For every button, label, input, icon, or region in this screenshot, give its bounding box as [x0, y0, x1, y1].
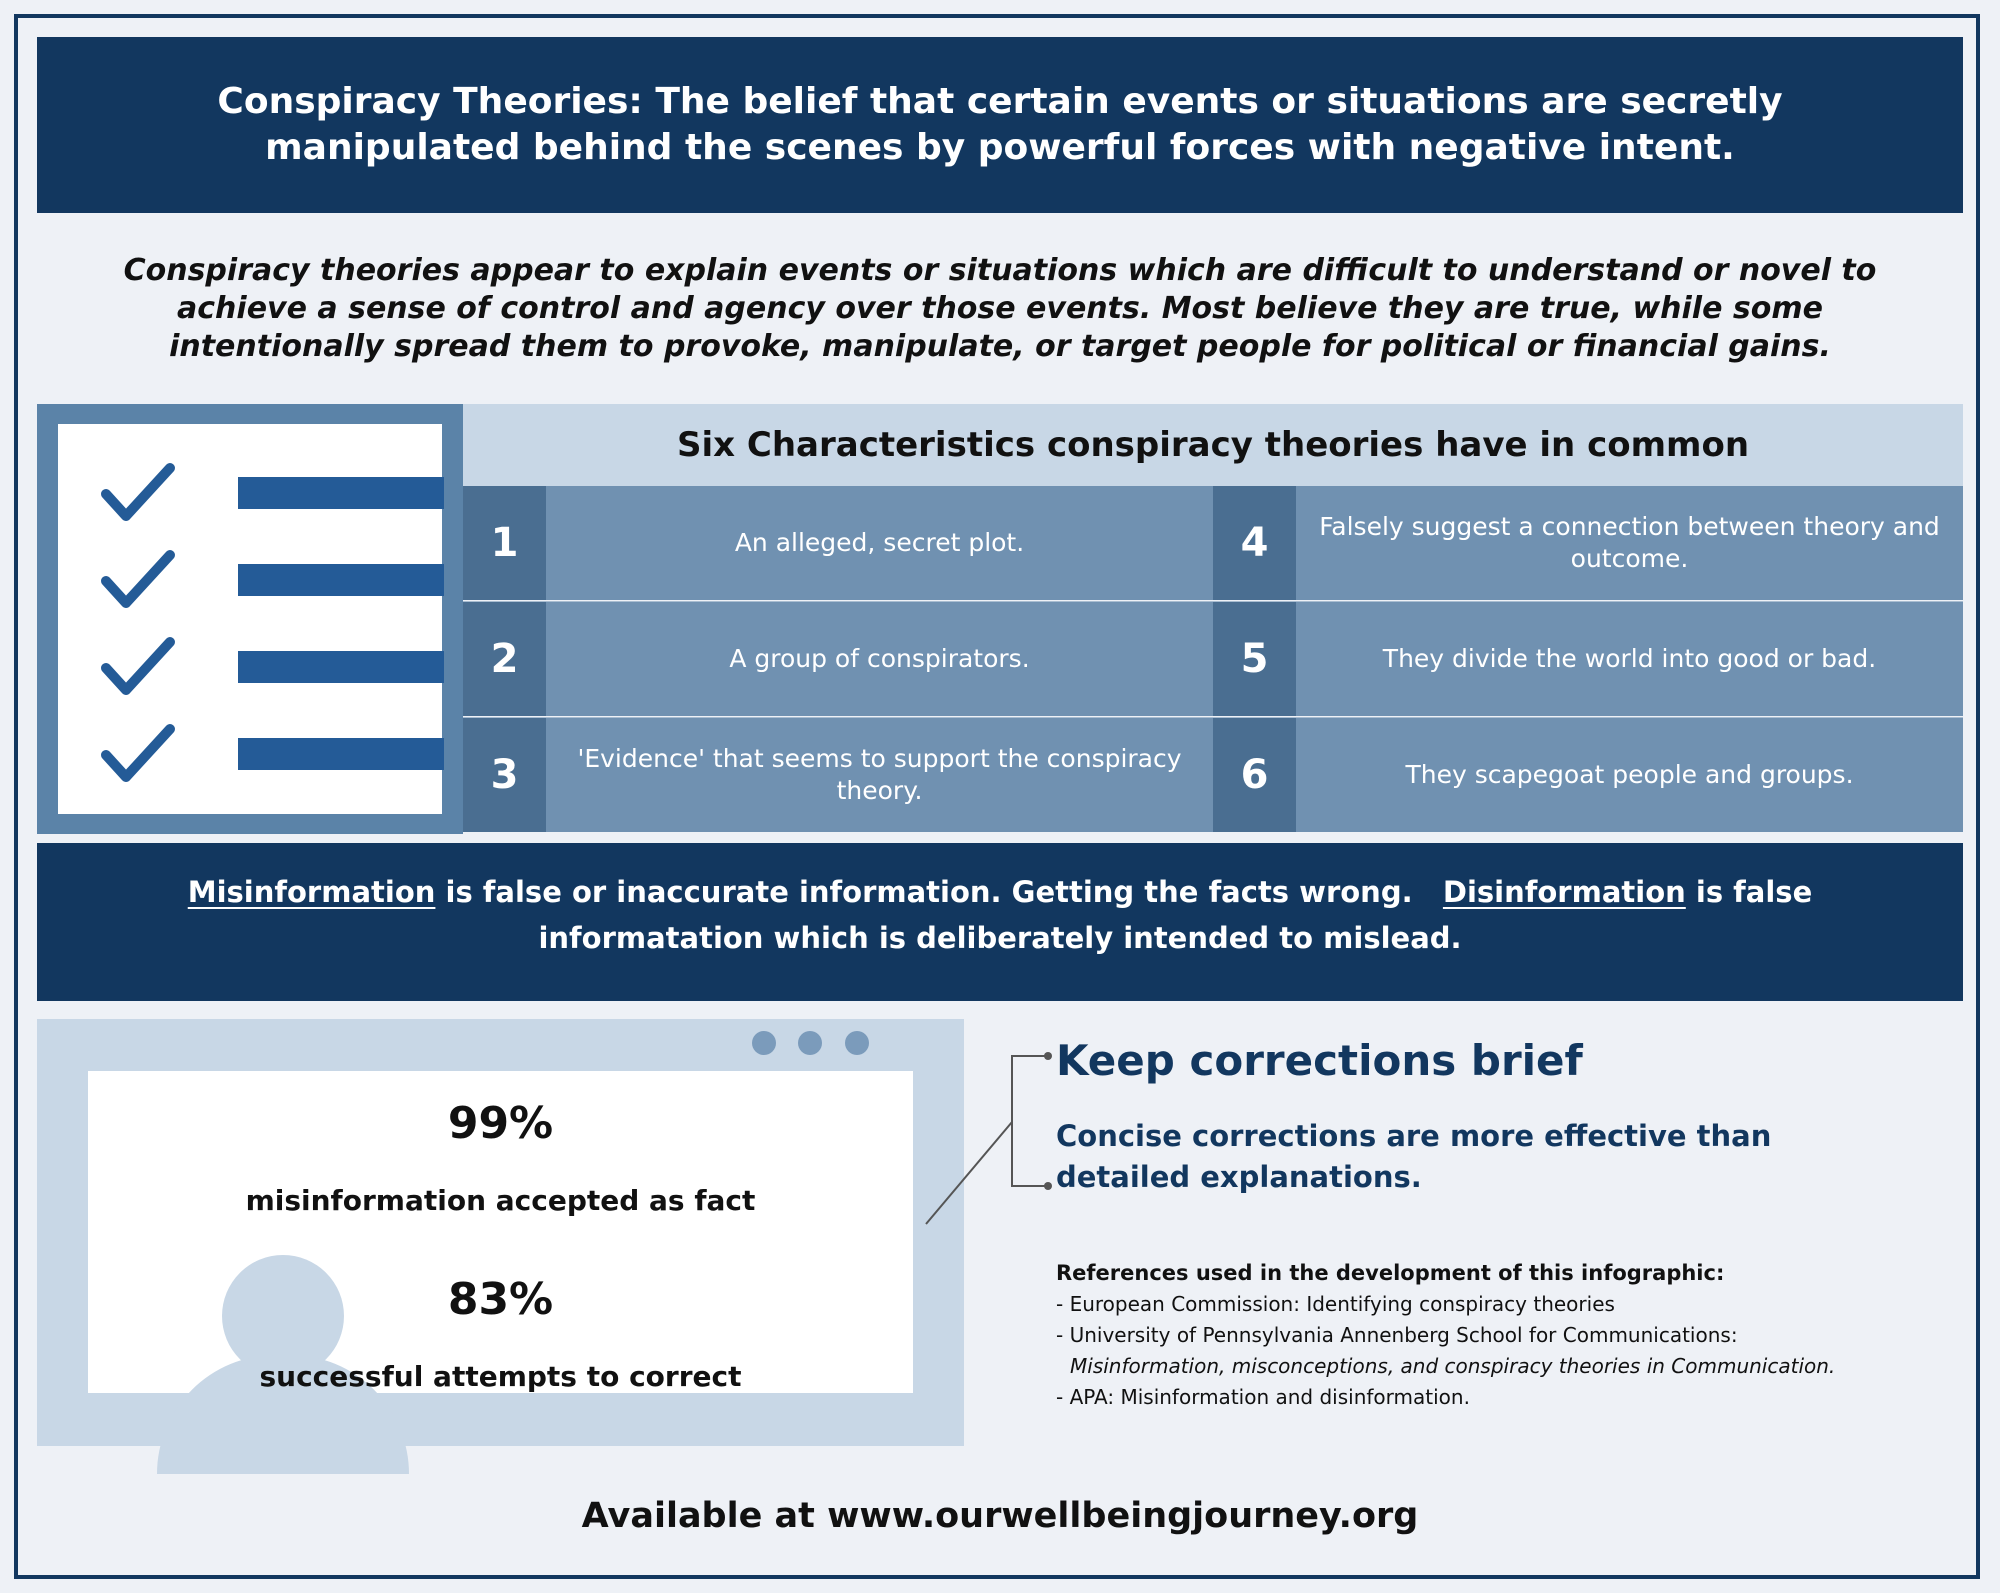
checklist-line [238, 738, 444, 770]
reference-item: - University of Pennsylvania Annenberg School for Communications: [1056, 1323, 1738, 1347]
characteristics-grid [463, 486, 1963, 832]
stat-label: misinformation accepted as fact [245, 1184, 756, 1217]
footer-url: Available at www.ourwellbeingjourney.org [581, 1496, 1419, 1536]
characteristic-text: A group of conspirators. [546, 602, 1213, 716]
checklist-card [58, 424, 442, 814]
checklist-illustration [37, 404, 463, 834]
title-banner [37, 37, 1963, 213]
tip-title: Keep corrections brief [1056, 1036, 1583, 1085]
stat-value: 83% [447, 1274, 554, 1325]
characteristic-text: An alleged, secret plot. [546, 486, 1213, 600]
references-heading: References used in the development of this infographic: [1056, 1261, 1725, 1285]
callout-connector [920, 1040, 1060, 1230]
stat-label: successful attempts to correct [259, 1360, 742, 1393]
tip-text: Concise corrections are more effective than detailed explanations. [1056, 1119, 1772, 1194]
checkmark-icon [98, 549, 178, 613]
characteristic-number: 1 [463, 486, 546, 600]
checklist-row [98, 549, 418, 613]
row-divider [463, 601, 1963, 602]
stat-value: 99% [447, 1098, 554, 1149]
row-divider [463, 717, 1963, 718]
characteristic-number: 3 [463, 718, 546, 832]
characteristic-number: 5 [1213, 602, 1296, 716]
checklist-line [238, 477, 444, 509]
checklist-row [98, 723, 418, 787]
references [1056, 1258, 1956, 1413]
checkmark-icon [98, 462, 178, 526]
characteristic-number: 4 [1213, 486, 1296, 600]
misinformation-definitions [37, 843, 1963, 1001]
intro-paragraph: Conspiracy theories appear to explain events or situations which are difficult to understand or novel to achieve a sense of control and agency over those events. Most believe they are true, while some intentionally spread them to provoke, manipulate, or target people for political or financial gains. [123, 253, 1877, 364]
checklist-line [238, 651, 444, 683]
characteristic-text: They divide the world into good or bad. [1296, 602, 1963, 716]
reference-item-title: Misinformation, misconceptions, and conspiracy theories in Communication. [1070, 1354, 1836, 1378]
disinformation-definition: is false informatation which is deliberately intended to mislead. [538, 875, 1813, 955]
characteristic-text: They scapegoat people and groups. [1296, 718, 1963, 832]
characteristic-text: 'Evidence' that seems to support the conspiracy theory. [546, 718, 1213, 832]
reference-item: - APA: Misinformation and disinformation. [1056, 1385, 1470, 1409]
window-dot-icon [798, 1031, 822, 1055]
reference-item: - European Commission: Identifying conspiracy theories [1056, 1292, 1615, 1316]
checklist-line [238, 564, 444, 596]
checkmark-icon [98, 723, 178, 787]
checkmark-icon [98, 636, 178, 700]
window-dot-icon [845, 1031, 869, 1055]
window-dot-icon [752, 1031, 776, 1055]
characteristic-text: Falsely suggest a connection between theory and outcome. [1296, 486, 1963, 600]
page-title: Conspiracy Theories: The belief that certain events or situations are secretly manipulated behind the scenes by powerful forces with negative intent. [217, 81, 1783, 168]
misinformation-definition: is false or inaccurate information. Getting the facts wrong. [435, 875, 1413, 909]
checklist-row [98, 462, 418, 526]
misinformation-term: Misinformation [187, 875, 436, 909]
checklist-row [98, 636, 418, 700]
characteristic-number: 6 [1213, 718, 1296, 832]
characteristics-heading: Six Characteristics conspiracy theories have in common [463, 404, 1963, 486]
characteristic-number: 2 [463, 602, 546, 716]
disinformation-term: Disinformation [1442, 875, 1686, 909]
